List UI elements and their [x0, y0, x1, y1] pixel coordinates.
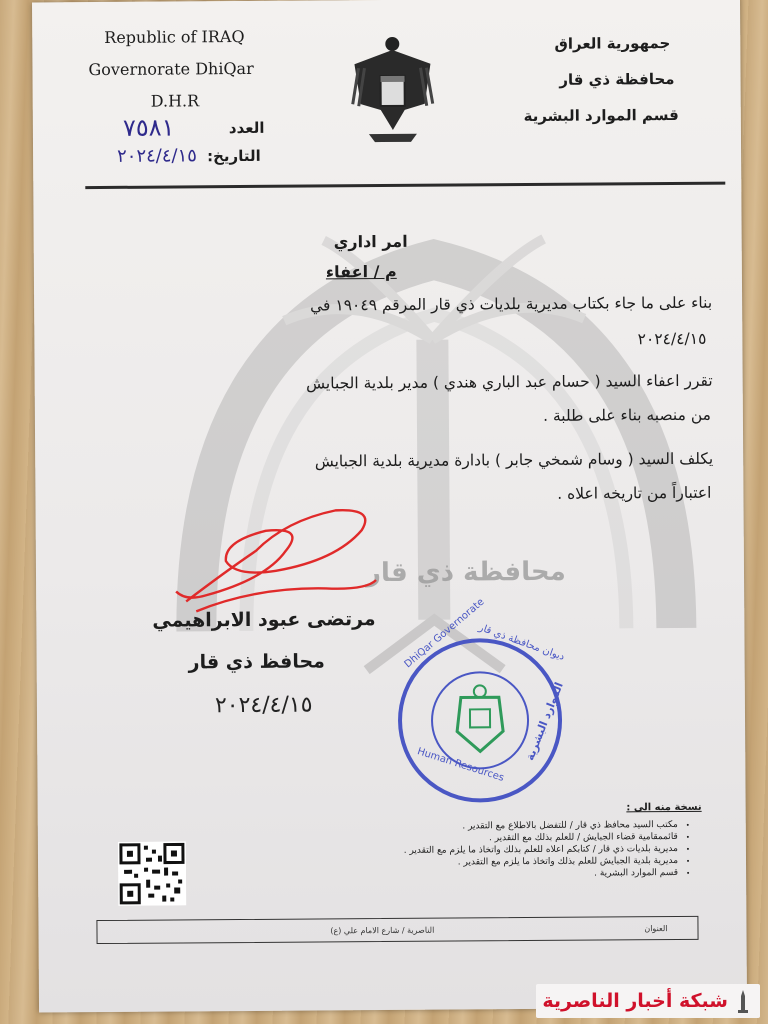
- copies-heading: نسخة منه الى :: [626, 801, 702, 814]
- footer-address-value: الناصرية / شارع الامام علي (ع): [330, 925, 435, 935]
- signatory-title: محافظ ذي قار: [188, 650, 325, 674]
- watermark-text: محافظة ذي قار: [365, 556, 566, 589]
- copies-item: • مكتب السيد محافظ ذي قار / للتفضل بالاطلاع مع التقدير .: [338, 820, 678, 832]
- header-ar-line3: قسم الموارد البشرية: [523, 105, 679, 126]
- header-divider: [85, 182, 725, 189]
- header-en-line1: Republic of IRAQ: [104, 26, 245, 47]
- stamp-ar-bottom: الموارد البشرية: [523, 680, 566, 763]
- date-label: التاريخ:: [207, 146, 261, 166]
- qr-code: [118, 841, 186, 905]
- iraq-eagle-emblem: [350, 34, 435, 145]
- minaret-icon: [732, 988, 754, 1014]
- copies-item: • قائممقامية قضاء الجبايش / للعلم بذلك مع التقدير .: [338, 832, 678, 844]
- copies-item: • مديرية بلدية الجبايش للعلم بذلك واتخاذ ما يلزم مع التقدير .: [338, 856, 678, 868]
- copies-item: • قسم الموارد البشرية .: [338, 868, 678, 880]
- handwritten-signature: [165, 490, 396, 622]
- order-subject: م / اعفاء: [325, 261, 397, 282]
- stamp-en-bottom: Human Resources: [415, 746, 506, 784]
- para3-line2: اعتباراً من تاريخه اعلاه .: [557, 483, 712, 503]
- header-ar-line1: جمهورية العراق: [554, 34, 671, 53]
- copies-list: [338, 820, 692, 882]
- para2-line1: تقرر اعفاء السيد ( حسام عبد الباري هندي ) مدير بلدية الجبايش: [306, 371, 713, 393]
- header-en-line2: Governorate DhiQar: [88, 58, 254, 80]
- date-value: ٢٠٢٤/٤/١٥: [117, 145, 197, 167]
- order-type: امر اداري: [333, 231, 408, 252]
- para1-line2: ٢٠٢٤/٤/١٥: [637, 329, 707, 349]
- para2-line2: من منصبه بناء على طلبة .: [543, 405, 711, 425]
- para3-line1: يكلف السيد ( وسام شمخي جابر ) بادارة مديرية بلدية الجبايش: [314, 449, 714, 471]
- news-network-logo: [536, 984, 760, 1018]
- news-network-text: شبكة أخبار الناصرية: [542, 990, 728, 1012]
- footer-address-label: العنوان: [644, 923, 668, 933]
- para1-line1: بناء على ما جاء بكتاب مديرية بلديات ذي قار المرقم ١٩٠٤٩ في: [310, 293, 713, 315]
- footer-address-box: [96, 916, 698, 944]
- header-en-line3: D.H.R: [150, 91, 200, 111]
- header-ar-line2: محافظة ذي قار: [559, 69, 675, 89]
- stamp-en-top: DhiQar Governorate: [402, 596, 487, 671]
- number-value: ٧٥٨١: [122, 113, 175, 142]
- number-label: العدد: [228, 118, 265, 138]
- stamp-top-text: ديوان محافظة ذي قار: [477, 622, 566, 663]
- document-page: [32, 0, 747, 1012]
- signature-date: ٢٠٢٤/٤/١٥: [214, 692, 313, 719]
- signatory-name: مرتضى عبود الابراهيمي: [152, 608, 376, 632]
- copies-item: • مديرية بلديات ذي قار / كتابكم اعلاه للعلم بذلك واتخاذ ما يلزم مع التقدير .: [338, 844, 678, 856]
